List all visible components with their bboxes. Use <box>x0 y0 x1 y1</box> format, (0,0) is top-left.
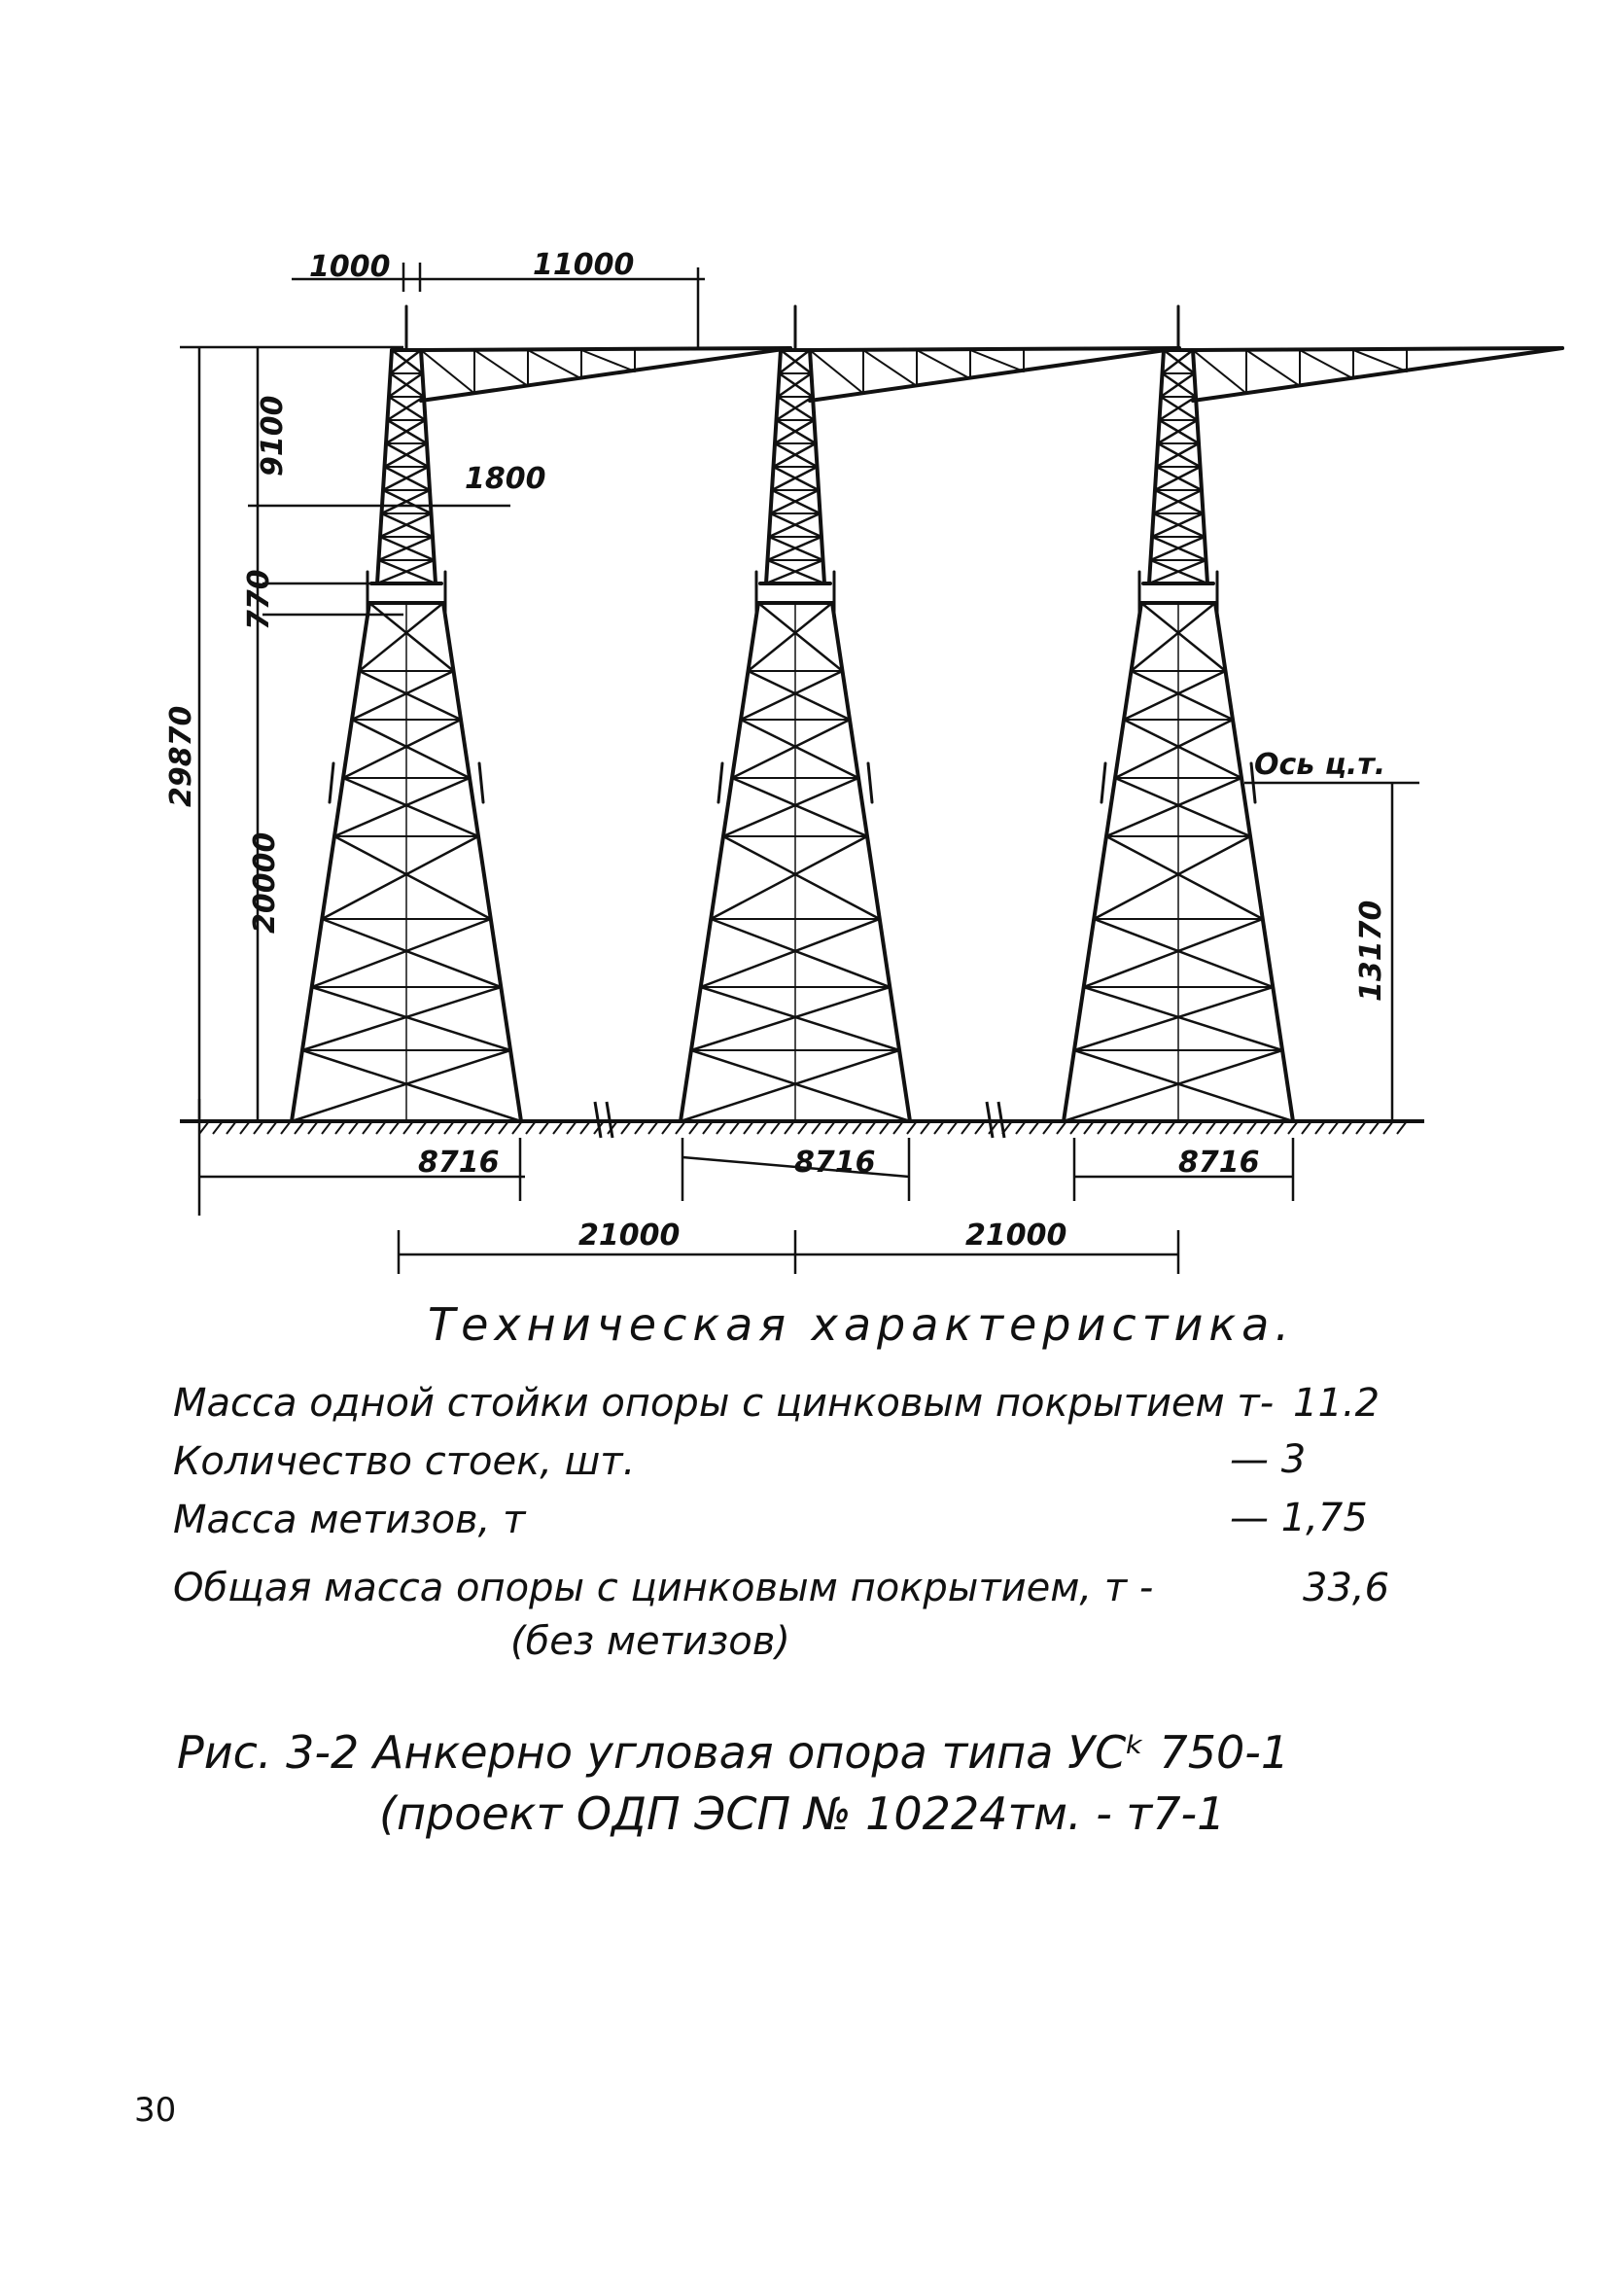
dim-lower-section: 20000 <box>248 831 282 934</box>
dim-crossarm-offset: 1000 <box>309 250 391 284</box>
dim-base-left: 8716 <box>418 1146 500 1180</box>
dim-joint-height: 770 <box>242 569 276 630</box>
spec-row-total: Общая масса опоры с цинковым покрытием, т - <box>173 1566 1154 1610</box>
spec-value-hardware: — 1,75 <box>1230 1496 1368 1540</box>
dim-total-height: 29870 <box>164 705 198 807</box>
spec-value-count: — 3 <box>1230 1437 1307 1482</box>
spec-row-hardware: Масса метизов, т <box>173 1498 526 1542</box>
spec-note: (без метизов) <box>510 1619 790 1664</box>
dim-spacing-right: 21000 <box>965 1219 1067 1253</box>
dim-spacing-left: 21000 <box>578 1219 681 1253</box>
dim-top-width: 1800 <box>465 462 546 496</box>
figure-caption-line2: (проект ОДП ЭСП № 10224тм. - т7-1 <box>379 1787 1226 1840</box>
spec-row-count: Количество стоек, шт. <box>173 1439 636 1484</box>
spec-row-mass-one: Масса одной стойки опоры с цинковым покрытием т- <box>173 1381 1275 1426</box>
tower-left <box>292 306 790 1121</box>
spec-title: Техническая характеристика. <box>428 1298 1295 1351</box>
ground-line <box>180 1102 1424 1138</box>
tower-right <box>1064 306 1562 1121</box>
dim-base-center: 8716 <box>794 1146 876 1180</box>
tower-center <box>681 306 1179 1121</box>
dim-upper-section: 9100 <box>256 395 290 477</box>
spec-value-mass-one: 11.2 <box>1293 1381 1381 1426</box>
page-number: 30 <box>134 2091 177 2130</box>
figure-caption-line1: Рис. 3-2 Анкерно угловая опора типа УСᵏ 750-1 <box>177 1726 1290 1779</box>
cg-axis-label: Ось ц.т. <box>1254 748 1386 782</box>
dim-cg-height: 13170 <box>1354 900 1388 1002</box>
spec-value-total: 33,6 <box>1303 1566 1390 1610</box>
dim-base-right: 8716 <box>1178 1146 1260 1180</box>
dim-crossarm-length: 11000 <box>533 248 635 282</box>
